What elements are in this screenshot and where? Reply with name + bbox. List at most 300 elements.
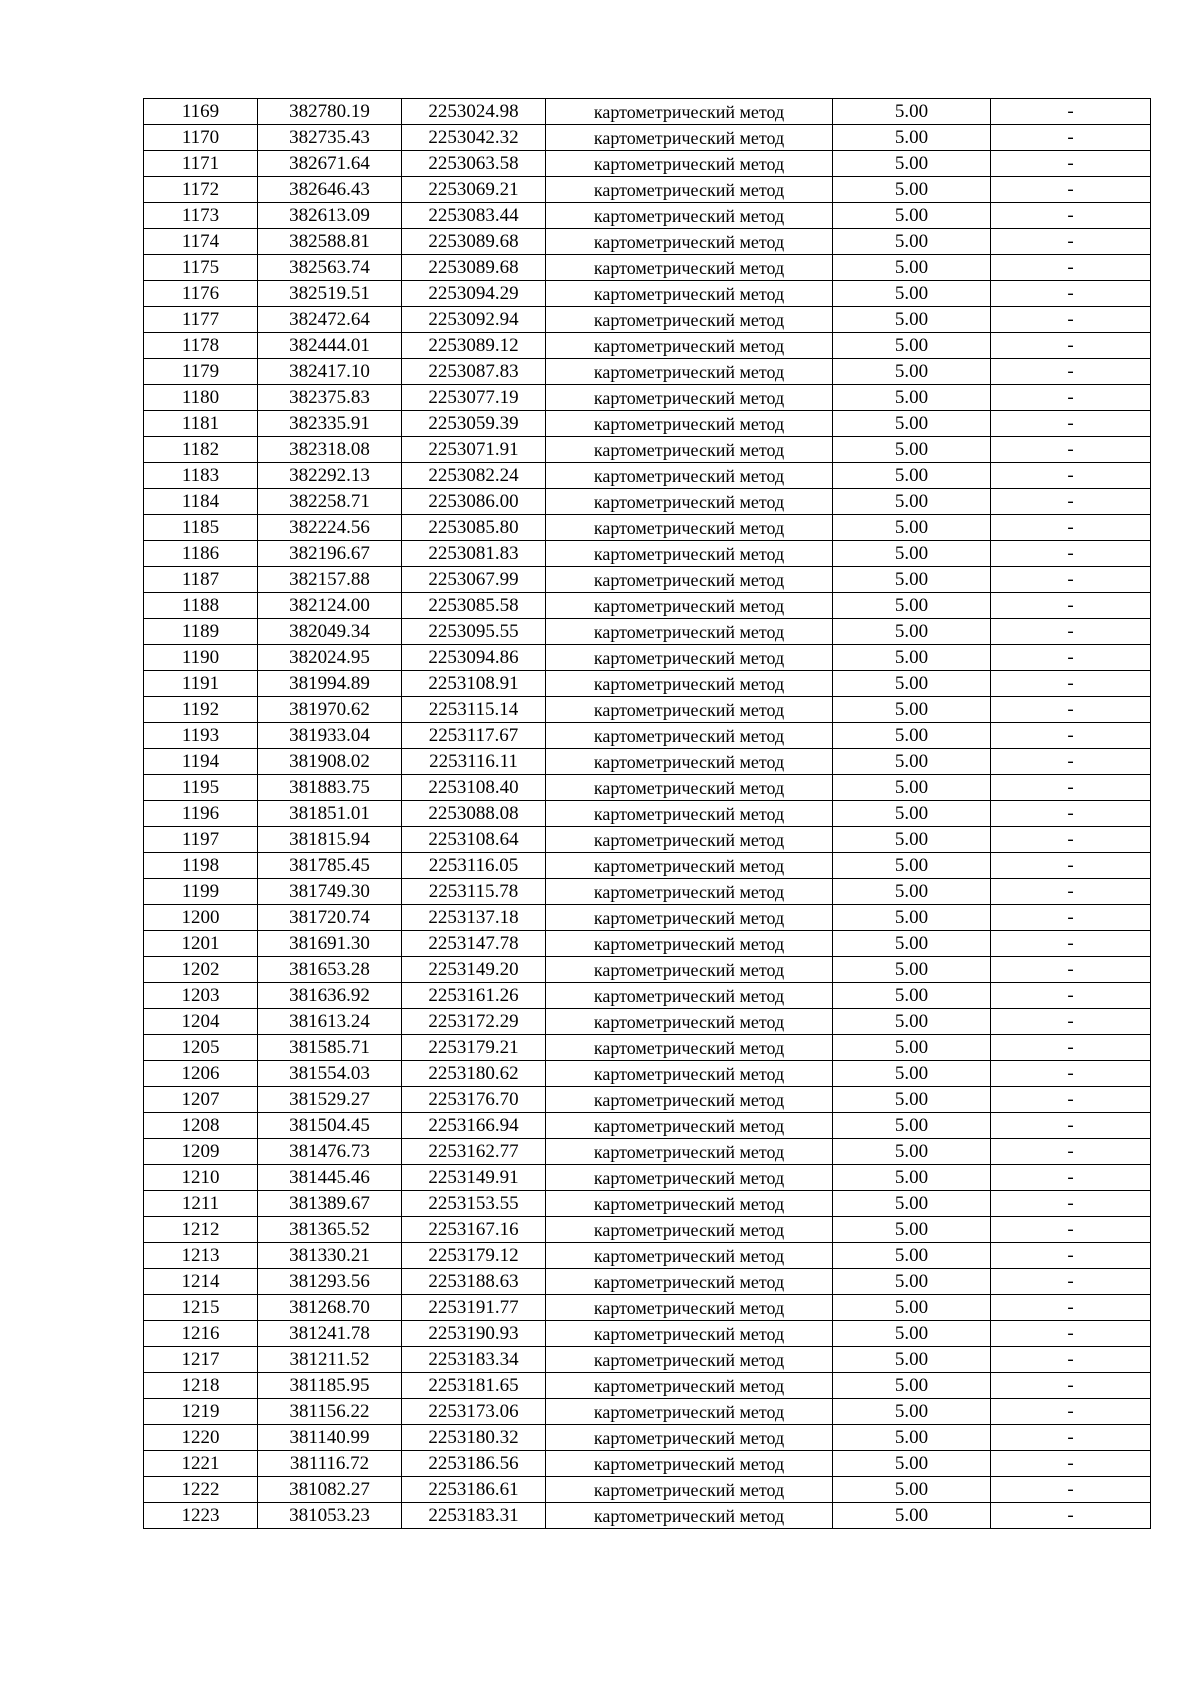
y-coordinate-cell: 2253188.63 — [402, 1269, 546, 1295]
description-cell: - — [991, 1009, 1151, 1035]
point-number-cell: 1187 — [144, 567, 258, 593]
x-coordinate-cell: 381636.92 — [258, 983, 402, 1009]
point-number-cell: 1213 — [144, 1243, 258, 1269]
table-row — [144, 229, 1151, 255]
point-number-cell: 1197 — [144, 827, 258, 853]
accuracy-cell: 5.00 — [833, 1009, 991, 1035]
y-coordinate-cell: 2253094.29 — [402, 281, 546, 307]
table-row — [144, 801, 1151, 827]
table-row — [144, 827, 1151, 853]
method-cell: картометрический метод — [546, 983, 833, 1009]
accuracy-cell: 5.00 — [833, 1061, 991, 1087]
table-row — [144, 749, 1151, 775]
description-cell: - — [991, 1217, 1151, 1243]
y-coordinate-cell: 2253149.91 — [402, 1165, 546, 1191]
method-cell: картометрический метод — [546, 1399, 833, 1425]
method-cell: картометрический метод — [546, 1321, 833, 1347]
method-cell: картометрический метод — [546, 775, 833, 801]
description-cell: - — [991, 255, 1151, 281]
accuracy-cell: 5.00 — [833, 1269, 991, 1295]
description-cell: - — [991, 515, 1151, 541]
method-cell: картометрический метод — [546, 1113, 833, 1139]
y-coordinate-cell: 2253180.62 — [402, 1061, 546, 1087]
table-row — [144, 1477, 1151, 1503]
method-cell: картометрический метод — [546, 1425, 833, 1451]
y-coordinate-cell: 2253176.70 — [402, 1087, 546, 1113]
accuracy-cell: 5.00 — [833, 463, 991, 489]
method-cell: картометрический метод — [546, 905, 833, 931]
y-coordinate-cell: 2253069.21 — [402, 177, 546, 203]
y-coordinate-cell: 2253115.14 — [402, 697, 546, 723]
method-cell: картометрический метод — [546, 723, 833, 749]
accuracy-cell: 5.00 — [833, 775, 991, 801]
method-cell: картометрический метод — [546, 229, 833, 255]
x-coordinate-cell: 382613.09 — [258, 203, 402, 229]
x-coordinate-cell: 381476.73 — [258, 1139, 402, 1165]
x-coordinate-cell: 382444.01 — [258, 333, 402, 359]
point-number-cell: 1219 — [144, 1399, 258, 1425]
x-coordinate-cell: 381053.23 — [258, 1503, 402, 1529]
method-cell: картометрический метод — [546, 411, 833, 437]
accuracy-cell: 5.00 — [833, 255, 991, 281]
x-coordinate-cell: 382671.64 — [258, 151, 402, 177]
table-row — [144, 1009, 1151, 1035]
point-number-cell: 1175 — [144, 255, 258, 281]
method-cell: картометрический метод — [546, 463, 833, 489]
point-number-cell: 1223 — [144, 1503, 258, 1529]
x-coordinate-cell: 381585.71 — [258, 1035, 402, 1061]
point-number-cell: 1218 — [144, 1373, 258, 1399]
description-cell: - — [991, 385, 1151, 411]
accuracy-cell: 5.00 — [833, 1087, 991, 1113]
x-coordinate-cell: 382024.95 — [258, 645, 402, 671]
accuracy-cell: 5.00 — [833, 1191, 991, 1217]
table-row — [144, 281, 1151, 307]
y-coordinate-cell: 2253179.12 — [402, 1243, 546, 1269]
description-cell: - — [991, 177, 1151, 203]
accuracy-cell: 5.00 — [833, 827, 991, 853]
table-row — [144, 1165, 1151, 1191]
description-cell: - — [991, 593, 1151, 619]
table-row — [144, 203, 1151, 229]
y-coordinate-cell: 2253086.00 — [402, 489, 546, 515]
accuracy-cell: 5.00 — [833, 593, 991, 619]
description-cell: - — [991, 749, 1151, 775]
y-coordinate-cell: 2253167.16 — [402, 1217, 546, 1243]
accuracy-cell: 5.00 — [833, 151, 991, 177]
point-number-cell: 1193 — [144, 723, 258, 749]
description-cell: - — [991, 1347, 1151, 1373]
method-cell: картометрический метод — [546, 151, 833, 177]
description-cell: - — [991, 125, 1151, 151]
description-cell: - — [991, 723, 1151, 749]
y-coordinate-cell: 2253186.61 — [402, 1477, 546, 1503]
y-coordinate-cell: 2253088.08 — [402, 801, 546, 827]
table-row — [144, 541, 1151, 567]
x-coordinate-cell: 381445.46 — [258, 1165, 402, 1191]
point-number-cell: 1215 — [144, 1295, 258, 1321]
method-cell: картометрический метод — [546, 1373, 833, 1399]
accuracy-cell: 5.00 — [833, 359, 991, 385]
y-coordinate-cell: 2253179.21 — [402, 1035, 546, 1061]
method-cell: картометрический метод — [546, 1087, 833, 1113]
point-number-cell: 1221 — [144, 1451, 258, 1477]
method-cell: картометрический метод — [546, 1295, 833, 1321]
description-cell: - — [991, 1165, 1151, 1191]
method-cell: картометрический метод — [546, 1035, 833, 1061]
table-row — [144, 1399, 1151, 1425]
y-coordinate-cell: 2253183.31 — [402, 1503, 546, 1529]
method-cell: картометрический метод — [546, 1269, 833, 1295]
description-cell: - — [991, 1269, 1151, 1295]
y-coordinate-cell: 2253116.05 — [402, 853, 546, 879]
method-cell: картометрический метод — [546, 593, 833, 619]
x-coordinate-cell: 382735.43 — [258, 125, 402, 151]
description-cell: - — [991, 437, 1151, 463]
method-cell: картометрический метод — [546, 177, 833, 203]
table-row — [144, 723, 1151, 749]
accuracy-cell: 5.00 — [833, 1451, 991, 1477]
table-row — [144, 1087, 1151, 1113]
table-row — [144, 1451, 1151, 1477]
x-coordinate-cell: 381815.94 — [258, 827, 402, 853]
description-cell: - — [991, 567, 1151, 593]
table-row — [144, 463, 1151, 489]
description-cell: - — [991, 359, 1151, 385]
y-coordinate-cell: 2253067.99 — [402, 567, 546, 593]
x-coordinate-cell: 382563.74 — [258, 255, 402, 281]
description-cell: - — [991, 1243, 1151, 1269]
table-row — [144, 333, 1151, 359]
accuracy-cell: 5.00 — [833, 1165, 991, 1191]
x-coordinate-cell: 381970.62 — [258, 697, 402, 723]
y-coordinate-cell: 2253191.77 — [402, 1295, 546, 1321]
x-coordinate-cell: 381365.52 — [258, 1217, 402, 1243]
accuracy-cell: 5.00 — [833, 1399, 991, 1425]
y-coordinate-cell: 2253085.58 — [402, 593, 546, 619]
y-coordinate-cell: 2253081.83 — [402, 541, 546, 567]
method-cell: картометрический метод — [546, 801, 833, 827]
point-number-cell: 1190 — [144, 645, 258, 671]
accuracy-cell: 5.00 — [833, 489, 991, 515]
accuracy-cell: 5.00 — [833, 853, 991, 879]
description-cell: - — [991, 1087, 1151, 1113]
table-row — [144, 905, 1151, 931]
method-cell: картометрический метод — [546, 1243, 833, 1269]
description-cell: - — [991, 1035, 1151, 1061]
method-cell: картометрический метод — [546, 333, 833, 359]
accuracy-cell: 5.00 — [833, 515, 991, 541]
method-cell: картометрический метод — [546, 1009, 833, 1035]
description-cell: - — [991, 931, 1151, 957]
method-cell: картометрический метод — [546, 827, 833, 853]
point-number-cell: 1182 — [144, 437, 258, 463]
description-cell: - — [991, 1373, 1151, 1399]
description-cell: - — [991, 463, 1151, 489]
accuracy-cell: 5.00 — [833, 177, 991, 203]
point-number-cell: 1211 — [144, 1191, 258, 1217]
y-coordinate-cell: 2253108.91 — [402, 671, 546, 697]
y-coordinate-cell: 2253095.55 — [402, 619, 546, 645]
accuracy-cell: 5.00 — [833, 983, 991, 1009]
table-row — [144, 697, 1151, 723]
accuracy-cell: 5.00 — [833, 1035, 991, 1061]
table-row — [144, 1269, 1151, 1295]
point-number-cell: 1177 — [144, 307, 258, 333]
description-cell: - — [991, 1503, 1151, 1529]
x-coordinate-cell: 382318.08 — [258, 437, 402, 463]
table-row — [144, 567, 1151, 593]
description-cell: - — [991, 281, 1151, 307]
y-coordinate-cell: 2253108.40 — [402, 775, 546, 801]
x-coordinate-cell: 381851.01 — [258, 801, 402, 827]
point-number-cell: 1180 — [144, 385, 258, 411]
method-cell: картометрический метод — [546, 671, 833, 697]
x-coordinate-cell: 382196.67 — [258, 541, 402, 567]
y-coordinate-cell: 2253094.86 — [402, 645, 546, 671]
point-number-cell: 1188 — [144, 593, 258, 619]
y-coordinate-cell: 2253180.32 — [402, 1425, 546, 1451]
point-number-cell: 1171 — [144, 151, 258, 177]
description-cell: - — [991, 1399, 1151, 1425]
point-number-cell: 1216 — [144, 1321, 258, 1347]
x-coordinate-cell: 382472.64 — [258, 307, 402, 333]
method-cell: картометрический метод — [546, 359, 833, 385]
point-number-cell: 1194 — [144, 749, 258, 775]
method-cell: картометрический метод — [546, 489, 833, 515]
accuracy-cell: 5.00 — [833, 1425, 991, 1451]
y-coordinate-cell: 2253108.64 — [402, 827, 546, 853]
y-coordinate-cell: 2253117.67 — [402, 723, 546, 749]
x-coordinate-cell: 382780.19 — [258, 99, 402, 125]
point-number-cell: 1195 — [144, 775, 258, 801]
method-cell: картометрический метод — [546, 957, 833, 983]
point-number-cell: 1196 — [144, 801, 258, 827]
method-cell: картометрический метод — [546, 1451, 833, 1477]
x-coordinate-cell: 381691.30 — [258, 931, 402, 957]
y-coordinate-cell: 2253089.68 — [402, 255, 546, 281]
y-coordinate-cell: 2253082.24 — [402, 463, 546, 489]
table-row — [144, 359, 1151, 385]
table-row — [144, 1243, 1151, 1269]
description-cell: - — [991, 957, 1151, 983]
method-cell: картометрический метод — [546, 567, 833, 593]
description-cell: - — [991, 1061, 1151, 1087]
accuracy-cell: 5.00 — [833, 645, 991, 671]
y-coordinate-cell: 2253115.78 — [402, 879, 546, 905]
table-row — [144, 515, 1151, 541]
x-coordinate-cell: 382519.51 — [258, 281, 402, 307]
description-cell: - — [991, 203, 1151, 229]
point-number-cell: 1186 — [144, 541, 258, 567]
accuracy-cell: 5.00 — [833, 957, 991, 983]
x-coordinate-cell: 382375.83 — [258, 385, 402, 411]
description-cell: - — [991, 775, 1151, 801]
x-coordinate-cell: 381504.45 — [258, 1113, 402, 1139]
table-row — [144, 1321, 1151, 1347]
table-row — [144, 983, 1151, 1009]
description-cell: - — [991, 489, 1151, 515]
x-coordinate-cell: 381330.21 — [258, 1243, 402, 1269]
point-number-cell: 1217 — [144, 1347, 258, 1373]
method-cell: картометрический метод — [546, 437, 833, 463]
y-coordinate-cell: 2253181.65 — [402, 1373, 546, 1399]
x-coordinate-cell: 381293.56 — [258, 1269, 402, 1295]
description-cell: - — [991, 1139, 1151, 1165]
table-row — [144, 1347, 1151, 1373]
point-number-cell: 1220 — [144, 1425, 258, 1451]
table-row — [144, 671, 1151, 697]
table-row — [144, 411, 1151, 437]
method-cell: картометрический метод — [546, 307, 833, 333]
description-cell: - — [991, 333, 1151, 359]
x-coordinate-cell: 382157.88 — [258, 567, 402, 593]
method-cell: картометрический метод — [546, 1477, 833, 1503]
description-cell: - — [991, 1295, 1151, 1321]
accuracy-cell: 5.00 — [833, 385, 991, 411]
table-row — [144, 99, 1151, 125]
description-cell: - — [991, 1425, 1151, 1451]
table-row — [144, 125, 1151, 151]
x-coordinate-cell: 382049.34 — [258, 619, 402, 645]
y-coordinate-cell: 2253083.44 — [402, 203, 546, 229]
point-number-cell: 1222 — [144, 1477, 258, 1503]
accuracy-cell: 5.00 — [833, 229, 991, 255]
x-coordinate-cell: 381211.52 — [258, 1347, 402, 1373]
point-number-cell: 1183 — [144, 463, 258, 489]
point-number-cell: 1191 — [144, 671, 258, 697]
point-number-cell: 1185 — [144, 515, 258, 541]
accuracy-cell: 5.00 — [833, 879, 991, 905]
accuracy-cell: 5.00 — [833, 437, 991, 463]
description-cell: - — [991, 1321, 1151, 1347]
method-cell: картометрический метод — [546, 1217, 833, 1243]
y-coordinate-cell: 2253147.78 — [402, 931, 546, 957]
description-cell: - — [991, 645, 1151, 671]
table-row — [144, 879, 1151, 905]
point-number-cell: 1173 — [144, 203, 258, 229]
method-cell: картометрический метод — [546, 1139, 833, 1165]
table-row — [144, 1113, 1151, 1139]
y-coordinate-cell: 2253183.34 — [402, 1347, 546, 1373]
accuracy-cell: 5.00 — [833, 1503, 991, 1529]
method-cell: картометрический метод — [546, 879, 833, 905]
description-cell: - — [991, 697, 1151, 723]
description-cell: - — [991, 541, 1151, 567]
accuracy-cell: 5.00 — [833, 1373, 991, 1399]
point-number-cell: 1205 — [144, 1035, 258, 1061]
x-coordinate-cell: 381156.22 — [258, 1399, 402, 1425]
method-cell: картометрический метод — [546, 645, 833, 671]
y-coordinate-cell: 2253089.68 — [402, 229, 546, 255]
description-cell: - — [991, 1113, 1151, 1139]
method-cell: картометрический метод — [546, 1347, 833, 1373]
table-row — [144, 1035, 1151, 1061]
table-row — [144, 1295, 1151, 1321]
description-cell: - — [991, 151, 1151, 177]
x-coordinate-cell: 382124.00 — [258, 593, 402, 619]
method-cell: картометрический метод — [546, 1165, 833, 1191]
y-coordinate-cell: 2253172.29 — [402, 1009, 546, 1035]
y-coordinate-cell: 2253162.77 — [402, 1139, 546, 1165]
x-coordinate-cell: 381933.04 — [258, 723, 402, 749]
coordinates-table — [143, 98, 1151, 1529]
x-coordinate-cell: 381653.28 — [258, 957, 402, 983]
y-coordinate-cell: 2253089.12 — [402, 333, 546, 359]
accuracy-cell: 5.00 — [833, 567, 991, 593]
accuracy-cell: 5.00 — [833, 541, 991, 567]
table-row — [144, 1191, 1151, 1217]
accuracy-cell: 5.00 — [833, 905, 991, 931]
description-cell: - — [991, 801, 1151, 827]
point-number-cell: 1174 — [144, 229, 258, 255]
point-number-cell: 1200 — [144, 905, 258, 931]
x-coordinate-cell: 381613.24 — [258, 1009, 402, 1035]
method-cell: картометрический метод — [546, 1061, 833, 1087]
method-cell: картометрический метод — [546, 541, 833, 567]
description-cell: - — [991, 879, 1151, 905]
x-coordinate-cell: 382588.81 — [258, 229, 402, 255]
accuracy-cell: 5.00 — [833, 671, 991, 697]
accuracy-cell: 5.00 — [833, 1295, 991, 1321]
accuracy-cell: 5.00 — [833, 1477, 991, 1503]
table-row — [144, 931, 1151, 957]
y-coordinate-cell: 2253071.91 — [402, 437, 546, 463]
x-coordinate-cell: 381389.67 — [258, 1191, 402, 1217]
method-cell: картометрический метод — [546, 255, 833, 281]
description-cell: - — [991, 827, 1151, 853]
description-cell: - — [991, 1191, 1151, 1217]
x-coordinate-cell: 381529.27 — [258, 1087, 402, 1113]
y-coordinate-cell: 2253166.94 — [402, 1113, 546, 1139]
accuracy-cell: 5.00 — [833, 1113, 991, 1139]
method-cell: картометрический метод — [546, 281, 833, 307]
accuracy-cell: 5.00 — [833, 723, 991, 749]
x-coordinate-cell: 382335.91 — [258, 411, 402, 437]
method-cell: картометрический метод — [546, 1503, 833, 1529]
description-cell: - — [991, 671, 1151, 697]
method-cell: картометрический метод — [546, 1191, 833, 1217]
point-number-cell: 1207 — [144, 1087, 258, 1113]
accuracy-cell: 5.00 — [833, 1243, 991, 1269]
point-number-cell: 1172 — [144, 177, 258, 203]
table-row — [144, 593, 1151, 619]
table-row — [144, 1217, 1151, 1243]
y-coordinate-cell: 2253153.55 — [402, 1191, 546, 1217]
y-coordinate-cell: 2253077.19 — [402, 385, 546, 411]
x-coordinate-cell: 382417.10 — [258, 359, 402, 385]
x-coordinate-cell: 381185.95 — [258, 1373, 402, 1399]
x-coordinate-cell: 381908.02 — [258, 749, 402, 775]
point-number-cell: 1198 — [144, 853, 258, 879]
x-coordinate-cell: 382292.13 — [258, 463, 402, 489]
method-cell: картометрический метод — [546, 203, 833, 229]
accuracy-cell: 5.00 — [833, 1139, 991, 1165]
y-coordinate-cell: 2253042.32 — [402, 125, 546, 151]
accuracy-cell: 5.00 — [833, 697, 991, 723]
point-number-cell: 1203 — [144, 983, 258, 1009]
description-cell: - — [991, 411, 1151, 437]
point-number-cell: 1178 — [144, 333, 258, 359]
accuracy-cell: 5.00 — [833, 307, 991, 333]
table-row — [144, 1503, 1151, 1529]
description-cell: - — [991, 983, 1151, 1009]
x-coordinate-cell: 381140.99 — [258, 1425, 402, 1451]
method-cell: картометрический метод — [546, 931, 833, 957]
table-row — [144, 151, 1151, 177]
point-number-cell: 1212 — [144, 1217, 258, 1243]
y-coordinate-cell: 2253024.98 — [402, 99, 546, 125]
